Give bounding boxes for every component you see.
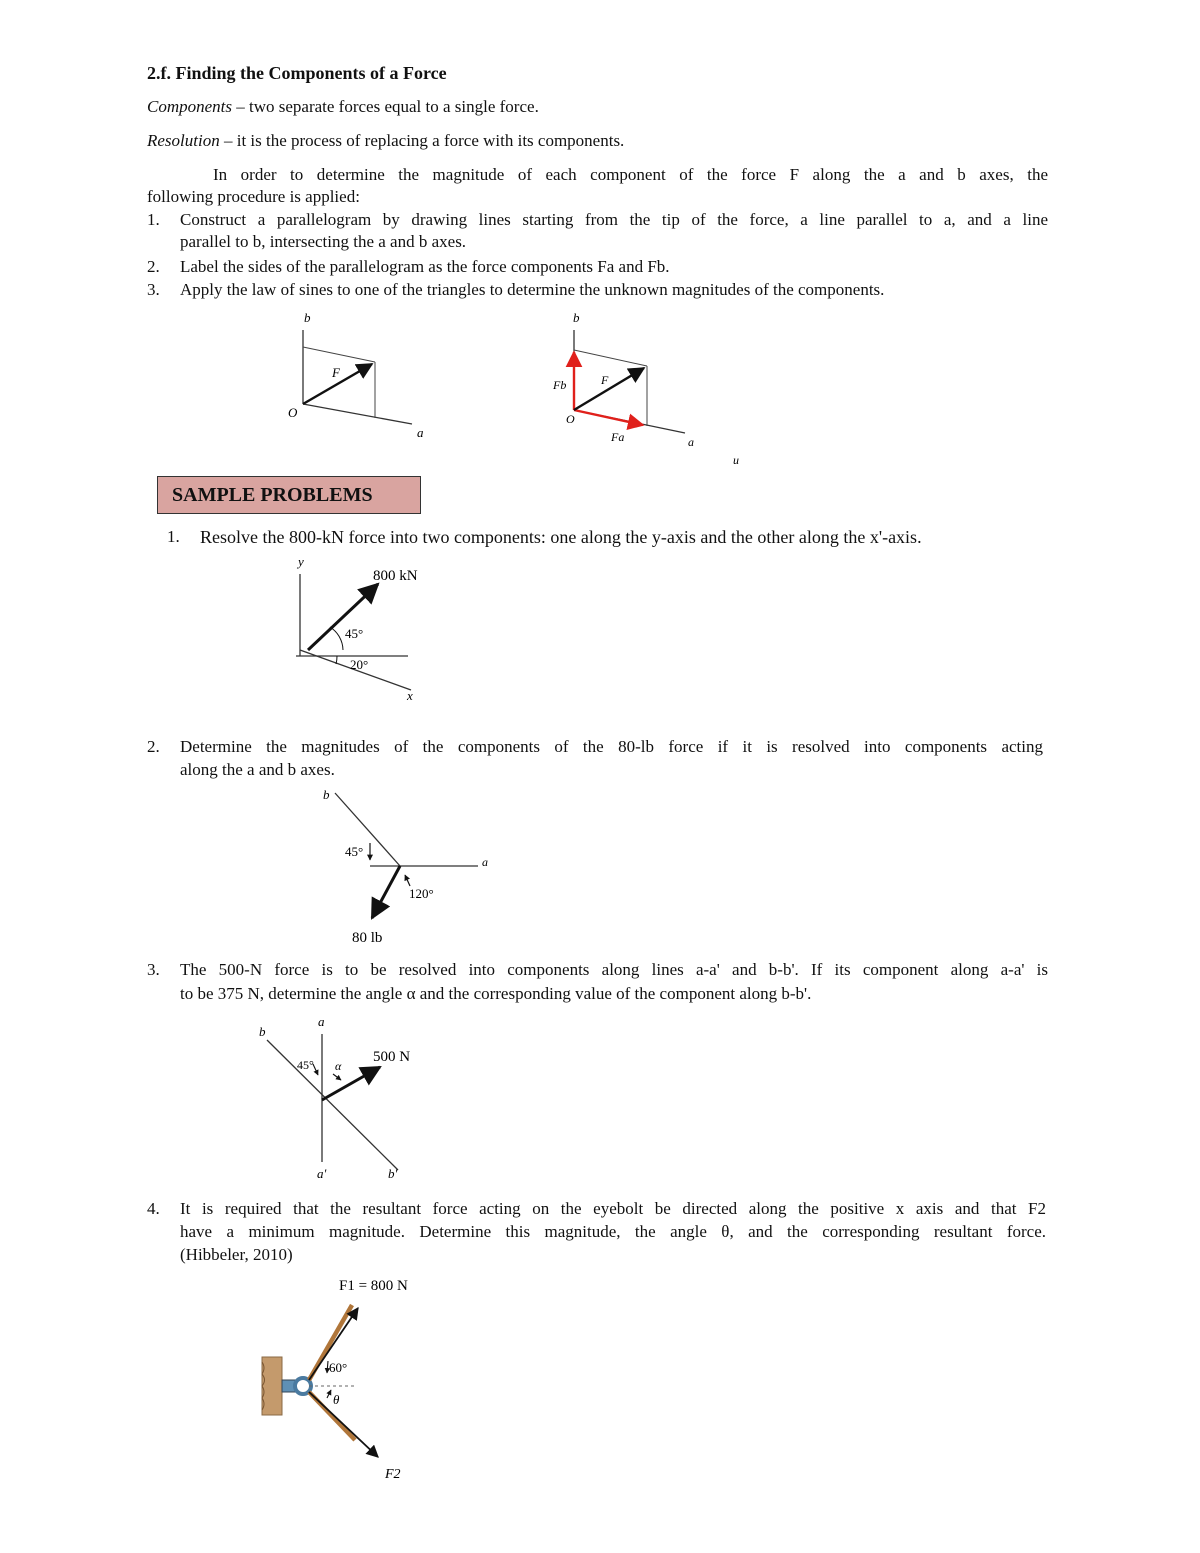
problem-4-line-1: It is required that the resultant force acting on the eyebolt be directed along the positive x axis and that F2 bbox=[180, 1199, 1046, 1218]
label-a-prime: a' bbox=[317, 1166, 327, 1181]
step-1-line-1: Construct a parallelogram by drawing lines starting from the tip of the force, a line parallel to a, and a line bbox=[180, 210, 1048, 229]
label-a: a bbox=[482, 855, 488, 869]
force-500n-arrow bbox=[322, 1067, 380, 1100]
force-f-arrow bbox=[574, 368, 644, 410]
components-term: Components bbox=[147, 97, 232, 116]
parallelogram-figure-left bbox=[288, 310, 424, 440]
label-45deg: 45° bbox=[345, 844, 364, 859]
angle-120-arc bbox=[405, 875, 410, 886]
label-b: b bbox=[323, 787, 330, 802]
problem-2-line-2: along the a and b axes. bbox=[180, 760, 335, 779]
angle-60-arc bbox=[327, 1361, 328, 1373]
problem-2-line-1: Determine the magnitudes of the components of the 80-lb force if it is resolved into components acting bbox=[180, 737, 1043, 756]
problem-4-figure bbox=[262, 1278, 408, 1482]
parallel-line-a bbox=[303, 347, 375, 362]
step-1-line-2: parallel to b, intersecting the a and b axes. bbox=[180, 232, 467, 251]
label-20deg: 20° bbox=[350, 657, 369, 672]
label-b: b bbox=[573, 310, 580, 325]
problem-2-figure bbox=[323, 787, 488, 946]
label-a: a bbox=[318, 1014, 325, 1029]
problem-4-number: 4. bbox=[147, 1199, 160, 1218]
angle-alpha-arc bbox=[333, 1074, 341, 1080]
label-500n: 500 N bbox=[373, 1049, 411, 1065]
problem-3-number: 3. bbox=[147, 960, 160, 979]
problem-2-number: 2. bbox=[147, 737, 160, 756]
intro-line-2: following procedure is applied: bbox=[147, 187, 360, 206]
step-3-number: 3. bbox=[147, 280, 160, 299]
problem-1-text: Resolve the 800-kN force into two components: one along the y-axis and the other along the x'-axis. bbox=[200, 527, 922, 547]
label-45deg: 45° bbox=[345, 626, 364, 641]
step-3-line-1: Apply the law of sines to one of the triangles to determine the unknown magnitudes of the components. bbox=[180, 280, 885, 299]
label-b: b bbox=[304, 310, 311, 325]
force-f2-arrow bbox=[309, 1392, 378, 1457]
label-60deg: 60° bbox=[329, 1360, 348, 1375]
label-800kn: 800 kN bbox=[373, 568, 418, 584]
label-x: x bbox=[407, 688, 413, 703]
force-800kn-arrow bbox=[308, 584, 378, 650]
label-theta: θ bbox=[333, 1392, 340, 1407]
step-2-number: 2. bbox=[147, 257, 160, 276]
section-title: 2.f. Finding the Components of a Force bbox=[147, 63, 447, 83]
resolution-def-text: – it is the process of replacing a force with its components. bbox=[219, 131, 625, 150]
component-fa-arrow bbox=[574, 410, 643, 425]
step-2-line-1: Label the sides of the parallelogram as the force components Fa and Fb. bbox=[180, 257, 670, 276]
resolution-term: Resolution bbox=[147, 131, 220, 150]
label-alpha: α bbox=[335, 1059, 342, 1073]
label-fb: Fb bbox=[553, 378, 567, 392]
label-a: a bbox=[417, 425, 424, 440]
force-80lb-arrow bbox=[372, 866, 400, 918]
label-b: b bbox=[259, 1024, 266, 1039]
problem-4-line-3: (Hibbeler, 2010) bbox=[180, 1245, 293, 1264]
label-120deg: 120° bbox=[409, 886, 434, 901]
problem-1-number: 1. bbox=[167, 527, 180, 546]
parallelogram-figure-right bbox=[552, 310, 739, 467]
eyebolt-ring bbox=[295, 1378, 311, 1394]
components-def-text: – two separate forces equal to a single force. bbox=[232, 97, 539, 116]
intro-line-1: In order to determine the magnitude of each component of the force F along the a and b axes, the bbox=[213, 165, 1048, 184]
label-f1: F1 = 800 N bbox=[339, 1278, 408, 1294]
problem-4-line-2: have a minimum magnitude. Determine this magnitude, the angle θ, and the corresponding resultant force. bbox=[180, 1222, 1046, 1241]
problem-3-line-1: The 500-N force is to be resolved into components along lines a-a' and b-b'. If its component along a-a' is bbox=[180, 960, 1048, 979]
label-u: u bbox=[733, 453, 739, 467]
step-1-number: 1. bbox=[147, 210, 160, 229]
label-45deg: 45° bbox=[297, 1058, 314, 1072]
label-o: O bbox=[288, 405, 298, 420]
label-y: y bbox=[298, 554, 304, 569]
problem-3-figure bbox=[259, 1014, 410, 1181]
problem-3-line-2: to be 375 N, determine the angle α and the corresponding value of the component along b-b'. bbox=[180, 984, 812, 1003]
label-f2: F2 bbox=[385, 1467, 401, 1482]
label-o: O bbox=[566, 412, 575, 426]
label-f: F bbox=[601, 373, 609, 387]
label-f: F bbox=[332, 365, 340, 380]
label-a: a bbox=[688, 435, 694, 449]
angle-45-arc bbox=[330, 627, 343, 650]
wall-support bbox=[262, 1357, 282, 1415]
label-b-prime: b' bbox=[388, 1166, 398, 1181]
a-axis-line bbox=[303, 404, 412, 424]
label-fa: Fa bbox=[611, 430, 625, 444]
problem-1-figure bbox=[296, 554, 418, 703]
sample-problems-title: SAMPLE PROBLEMS bbox=[172, 484, 373, 506]
angle-theta-arc bbox=[327, 1390, 331, 1398]
label-80lb: 80 lb bbox=[352, 930, 383, 946]
parallel-line-a bbox=[574, 350, 647, 366]
